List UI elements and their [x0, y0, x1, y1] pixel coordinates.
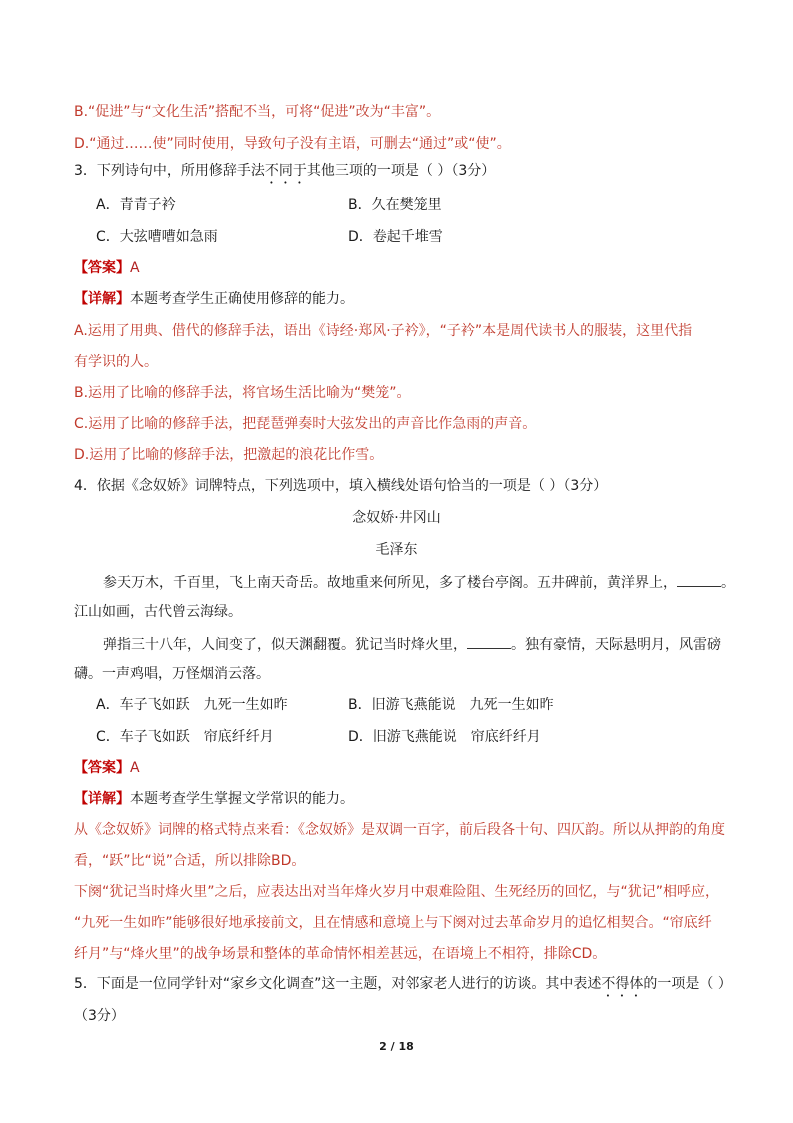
q4-explanation-1: 从《念奴娇》词牌的格式特点来看：《念奴娇》是双调一百字，前后段各十句、四仄韵。所以从押韵的角度 [74, 822, 725, 838]
poem-paragraph-2-line-2: 礴。一声鸡唱，万怪烟消云落。 [74, 666, 270, 682]
q3-option-b: B．久在樊笼里 [348, 197, 442, 213]
q3-option-a: A．青青子衿 [96, 197, 176, 213]
page-number: 2 / 18 [379, 1040, 414, 1053]
poem-paragraph-1-line-2: 江山如画，古代曾云海绿。 [74, 604, 242, 620]
q4-option-a: A．车子飞如跃 九死一生如昨 [96, 697, 288, 713]
question-5: 5．下面是一位同学针对“家乡文化调查”这一主题，对邻家老人进行的访谈。其中表述不得体的一项是（ ） [74, 976, 732, 992]
q4-answer: 【答案】A [74, 760, 140, 776]
poem-author: 毛泽东 [375, 542, 418, 558]
fill-blank-2 [467, 634, 511, 649]
q4-option-d: D．旧游飞燕能说 帘底纤纤月 [348, 729, 541, 745]
option-d-explanation: D.“通过……使”同时使用，导致句子没有主语，可删去“通过”或“使”。 [74, 136, 511, 152]
emphasis-text: 不同于 [264, 163, 307, 179]
poem-title: 念奴娇·井冈山 [352, 510, 441, 526]
q4-detail: 【详解】本题考查学生掌握文学常识的能力。 [74, 791, 354, 807]
q3-explanation-b: B.运用了比喻的修辞手法，将官场生活比喻为“樊笼”。 [74, 385, 411, 401]
q3-option-c: C．大弦嘈嘈如急雨 [96, 229, 218, 245]
question-4: 4．依据《念奴娇》词牌特点，下列选项中，填入横线处语句恰当的一项是（ ）（3分） [74, 478, 608, 494]
q4-option-b: B．旧游飞燕能说 九死一生如昨 [348, 697, 554, 713]
q3-option-d: D．卷起千堆雪 [348, 229, 443, 245]
q4-explanation-5: 纤月”与“烽火里”的战争场景和整体的革命情怀相差甚远，在语境上不相符，排除CD。 [74, 946, 607, 962]
q3-detail: 【详解】本题考查学生正确使用修辞的能力。 [74, 291, 354, 307]
question-3: 3．下列诗句中，所用修辞手法不同于其他三项的一项是（ ）（3分） [74, 163, 496, 179]
q3-explanation-a-1: A.运用了用典、借代的修辞手法，语出《诗经·郑风·子衿》，“子衿”本是周代读书人的服装，这里代指 [74, 323, 693, 339]
q4-explanation-3: 下阕“犹记当时烽火里”之后，应表达出对当年烽火岁月中艰难险阻、生死经历的回忆，与“犹记”相呼应， [74, 884, 720, 900]
fill-blank-1 [677, 572, 721, 587]
q4-option-c: C．车子飞如跃 帘底纤纤月 [96, 729, 274, 745]
q4-explanation-2: 看，“跃”比“说”合适，所以排除BD。 [74, 853, 306, 869]
question-5-score: （3分） [74, 1008, 125, 1024]
emphasis-text: 不得体 [601, 976, 644, 992]
q3-explanation-c: C.运用了比喻的修辞手法，把琵琶弹奏时大弦发出的声音比作急雨的声音。 [74, 416, 537, 432]
poem-paragraph-1-line-1: 参天万木，千百里，飞上南天奇岳。故地重来何所见，多了楼台亭阁。五井碑前，黄洋界上， 。 [103, 572, 735, 593]
option-b-explanation: B.“促进”与“文化生活”搭配不当，可将“促进”改为“丰富”。 [74, 104, 441, 120]
q3-explanation-d: D.运用了比喻的修辞手法，把激起的浪花比作雪。 [74, 447, 384, 463]
poem-paragraph-2-line-1: 弹指三十八年，人间变了，似天渊翻覆。犹记当时烽火里， 。独有豪情，天际悬明月，风雷磅 [103, 634, 721, 655]
q3-explanation-a-2: 有学识的人。 [74, 354, 158, 370]
q3-answer: 【答案】A [74, 260, 140, 276]
q4-explanation-4: “九死一生如昨”能够很好地承接前文，且在情感和意境上与下阕对过去革命岁月的追忆相契合。“帘底纤 [74, 915, 712, 931]
